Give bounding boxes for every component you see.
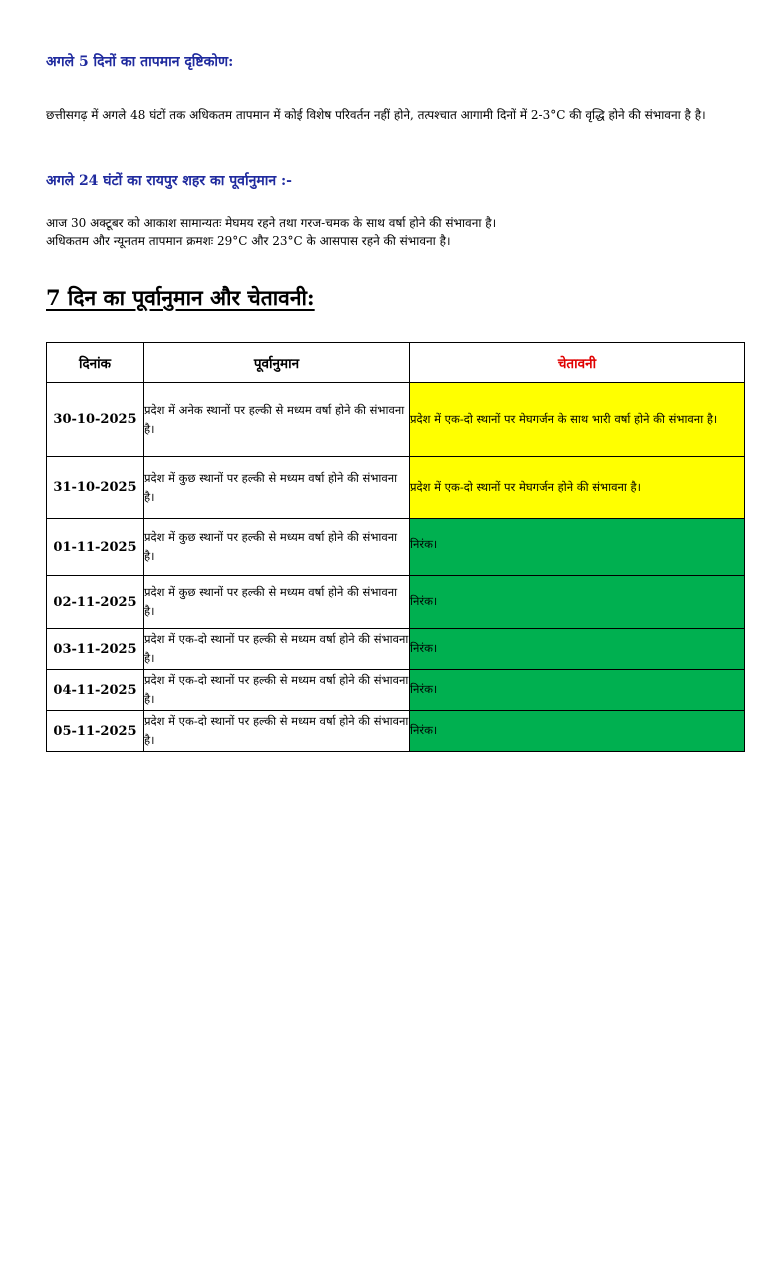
temp-outlook-text: छत्तीसगढ़ में अगले 48 घंटों तक अधिकतम तापमान में कोई विशेष परिवर्तन नहीं होने, तत्पश्चात आगामी दिनों में 2-3°C की वृद्धि होने की संभावना है है। (46, 108, 706, 122)
row-warning: प्रदेश में एक-दो स्थानों पर मेघगर्जन के साथ भारी वर्षा होने की संभावना है। (410, 383, 745, 457)
row-forecast: प्रदेश में कुछ स्थानों पर हल्की से मध्यम वर्षा होने की संभावना है। (144, 576, 410, 629)
row-forecast: प्रदेश में एक-दो स्थानों पर हल्की से मध्यम वर्षा होने की संभावना है। (144, 711, 410, 752)
row-date: 30-10-2025 (47, 383, 144, 457)
row-warning: प्रदेश में एक-दो स्थानों पर मेघगर्जन होने की संभावना है। (410, 457, 745, 519)
table-row (47, 711, 745, 752)
forecast-table (46, 342, 745, 752)
row-forecast: प्रदेश में एक-दो स्थानों पर हल्की से मध्यम वर्षा होने की संभावना है। (144, 629, 410, 670)
table-row (47, 383, 745, 457)
row-forecast: प्रदेश में कुछ स्थानों पर हल्की से मध्यम वर्षा होने की संभावना है। (144, 519, 410, 576)
raipur-forecast-line-1: आज 30 अक्टूबर को आकाश सामान्यतः मेघमय रहने तथा गरज-चमक के साथ वर्षा होने की संभावना है। (46, 216, 497, 230)
row-date: 05-11-2025 (47, 711, 144, 752)
row-warning: निरंक। (410, 670, 745, 711)
row-date: 02-11-2025 (47, 576, 144, 629)
date-column-header: दिनांक (47, 343, 144, 383)
table-row (47, 670, 745, 711)
row-warning: निरंक। (410, 519, 745, 576)
table-row (47, 629, 745, 670)
raipur-forecast-line-2: अधिकतम और न्यूनतम तापमान क्रमशः 29°C और 23°C के आसपास रहने की संभावना है। (46, 234, 451, 248)
table-row (47, 576, 745, 629)
temp-outlook-heading: अगले 5 दिनों का तापमान दृष्टिकोण: (46, 54, 234, 70)
warning-column-header: चेतावनी (410, 343, 745, 383)
row-warning: निरंक। (410, 629, 745, 670)
row-date: 01-11-2025 (47, 519, 144, 576)
table-header-row (47, 343, 745, 383)
row-date: 03-11-2025 (47, 629, 144, 670)
forecast-column-header: पूर्वानुमान (144, 343, 410, 383)
table-row (47, 519, 745, 576)
row-warning: निरंक। (410, 576, 745, 629)
row-forecast: प्रदेश में कुछ स्थानों पर हल्की से मध्यम वर्षा होने की संभावना है। (144, 457, 410, 519)
raipur-forecast-heading: अगले 24 घंटों का रायपुर शहर का पूर्वानुमान :- (46, 173, 292, 189)
row-forecast: प्रदेश में अनेक स्थानों पर हल्की से मध्यम वर्षा होने की संभावना है। (144, 383, 410, 457)
row-date: 04-11-2025 (47, 670, 144, 711)
row-date: 31-10-2025 (47, 457, 144, 519)
seven-day-forecast-title: 7 दिन का पूर्वानुमान और चेतावनी: (46, 285, 315, 310)
table-row (47, 457, 745, 519)
row-warning: निरंक। (410, 711, 745, 752)
row-forecast: प्रदेश में एक-दो स्थानों पर हल्की से मध्यम वर्षा होने की संभावना है। (144, 670, 410, 711)
raipur-forecast-text (46, 214, 736, 250)
